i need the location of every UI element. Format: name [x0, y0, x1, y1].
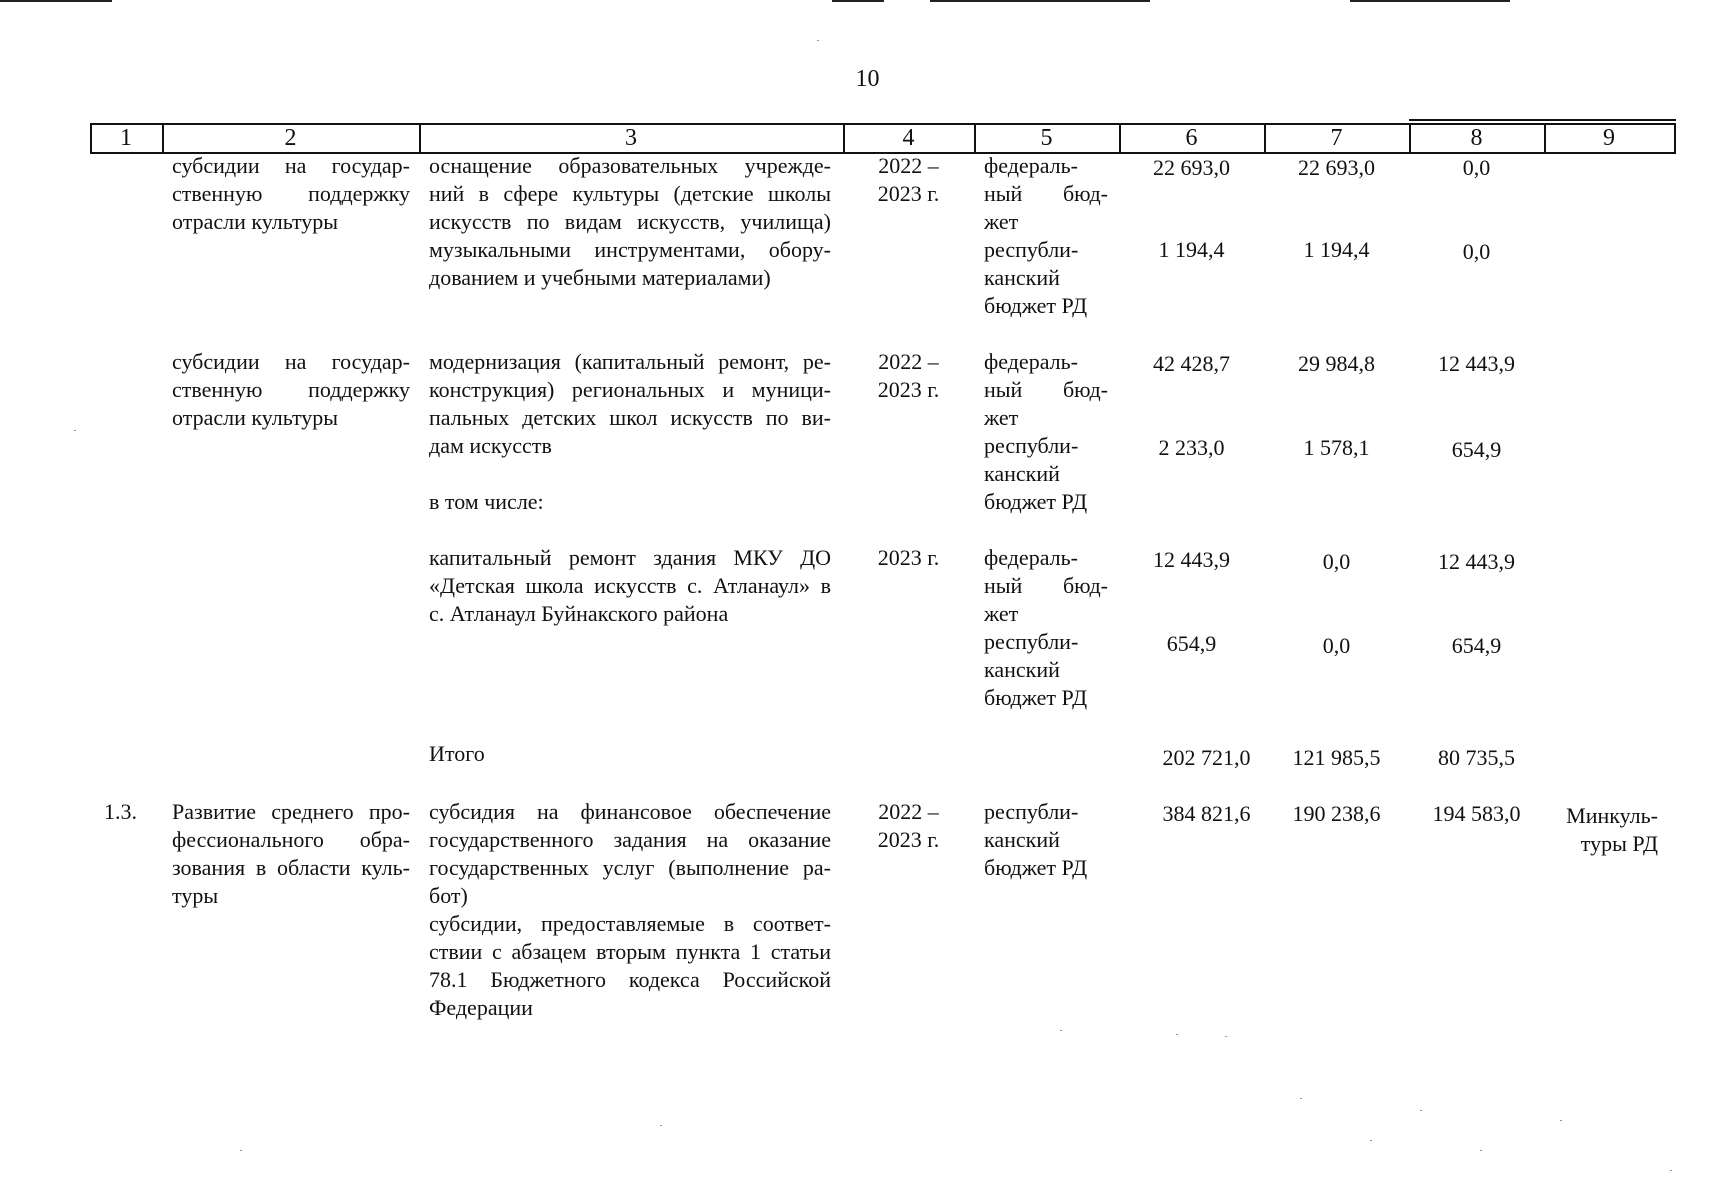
scan-speck	[74, 430, 76, 431]
cell-value-total: 1 194,4	[1158, 237, 1225, 262]
cell-value-total: 2 233,0	[1158, 435, 1225, 460]
scan-edge-line	[930, 0, 1150, 2]
header-col-3: 3	[625, 125, 637, 151]
row-number: 1.3.	[104, 799, 137, 824]
cell-period: 2023 г.	[877, 545, 940, 570]
cell-value-2022: 0,0	[1322, 633, 1351, 658]
cell-source-regional: республи- канский бюджет РД	[984, 799, 1088, 880]
cell-source-regional: республи- канский бюджет РД	[984, 237, 1088, 318]
total-value-2022: 121 985,5	[1292, 745, 1381, 770]
cell-value-2022: 1 194,4	[1303, 237, 1370, 262]
cell-value-2022: 29 984,8	[1298, 351, 1375, 376]
scan-speck	[1060, 1030, 1062, 1031]
scan-edge-line	[0, 0, 112, 2]
cell-value-2023: 0,0	[1462, 155, 1491, 180]
cell-source-federal: федераль- ный бюд- жет	[984, 349, 1108, 430]
scan-speck	[1176, 1034, 1178, 1035]
cell-value-total: 654,9	[1166, 631, 1217, 656]
header-col-5: 5	[1040, 125, 1053, 151]
cell-value-total: 22 693,0	[1153, 155, 1230, 180]
cell-value-2022: 22 693,0	[1298, 155, 1375, 180]
cell-description: оснащение образовательных учрежде- ний в сфере культуры (детские школы искусств по видам искусств, училища) музыкальными инструментами, обору- дованием и учебными материалами)	[429, 153, 831, 290]
scan-speck	[1670, 1170, 1672, 1171]
header-col-9: 9	[1603, 125, 1615, 151]
scan-speck	[817, 40, 819, 41]
scan-speck	[1480, 1150, 1482, 1151]
header-col-6: 6	[1185, 125, 1198, 151]
scan-edge-line	[832, 0, 884, 2]
scan-speck	[1300, 1098, 1302, 1099]
cell-value-2023: 654,9	[1451, 633, 1502, 658]
cell-source-federal: федераль- ный бюд- жет	[984, 153, 1108, 234]
cell-value-2023: 654,9	[1451, 437, 1502, 462]
header-col-8: 8	[1470, 125, 1483, 151]
scan-speck	[1225, 1036, 1227, 1037]
total-value-all: 202 721,0	[1162, 745, 1251, 770]
cell-description: субсидия на финансовое обеспечение государственного задания на оказание государственных услуг (выполнение ра- бот) субсидии, предоставляемые в соответ- ствии с абзацем вторым пункта 1 статьи 78.1 Бюджетного кодекса Российской Федерации	[429, 799, 831, 1020]
cell-source-regional: республи- канский бюджет РД	[984, 629, 1088, 710]
cell-description: капитальный ремонт здания МКУ ДО «Детская школа искусств с. Атланаул» в с. Атланаул Буйнакского района	[429, 545, 831, 626]
cell-period: 2022 – 2023 г.	[877, 799, 940, 852]
cell-executor: Минкуль- туры РД	[1566, 803, 1658, 856]
scan-speck	[1560, 1120, 1562, 1121]
cell-description: модернизация (капитальный ремонт, ре- конструкция) региональных и муници- пальных детских школ искусств по ви- дам искусств	[429, 349, 831, 458]
cell-value-2022: 190 238,6	[1292, 801, 1381, 826]
scan-speck	[1370, 1140, 1372, 1141]
cell-value-2023: 12 443,9	[1438, 549, 1515, 574]
scan-speck	[1420, 1110, 1422, 1111]
header-col-1: 1	[120, 125, 132, 151]
scan-speck	[240, 1150, 242, 1151]
cell-period: 2022 – 2023 г.	[877, 153, 940, 206]
cell-value-total: 42 428,7	[1153, 351, 1230, 376]
total-value-2023: 80 735,5	[1438, 745, 1515, 770]
page-number: 10	[855, 66, 880, 92]
cell-value-total: 384 821,6	[1162, 801, 1251, 826]
cell-value-2022: 0,0	[1322, 549, 1351, 574]
cell-measure: субсидии на государ- ственную поддержку отрасли культуры	[172, 349, 410, 430]
cell-source-federal: федераль- ный бюд- жет	[984, 545, 1108, 626]
cell-value-2023: 194 583,0	[1432, 801, 1521, 826]
cell-value-2023: 12 443,9	[1438, 351, 1515, 376]
header-col-2: 2	[284, 125, 297, 151]
cell-value-2022: 1 578,1	[1303, 435, 1370, 460]
total-label: Итого	[429, 741, 485, 766]
cell-value-total: 12 443,9	[1153, 547, 1230, 572]
cell-period: 2022 – 2023 г.	[877, 349, 940, 402]
cell-measure: Развитие среднего про- фессионального обра- зования в области куль- туры	[172, 799, 410, 908]
header-col-7: 7	[1330, 125, 1343, 151]
cell-measure: субсидии на государ- ственную поддержку отрасли культуры	[172, 153, 410, 234]
cell-source-regional: республи- канский бюджет РД	[984, 433, 1088, 514]
header-col-4: 4	[902, 125, 915, 151]
scan-speck	[660, 1125, 662, 1126]
cell-value-2023: 0,0	[1462, 239, 1491, 264]
scan-edge-line	[1350, 0, 1510, 2]
cell-including: в том числе:	[429, 489, 544, 514]
